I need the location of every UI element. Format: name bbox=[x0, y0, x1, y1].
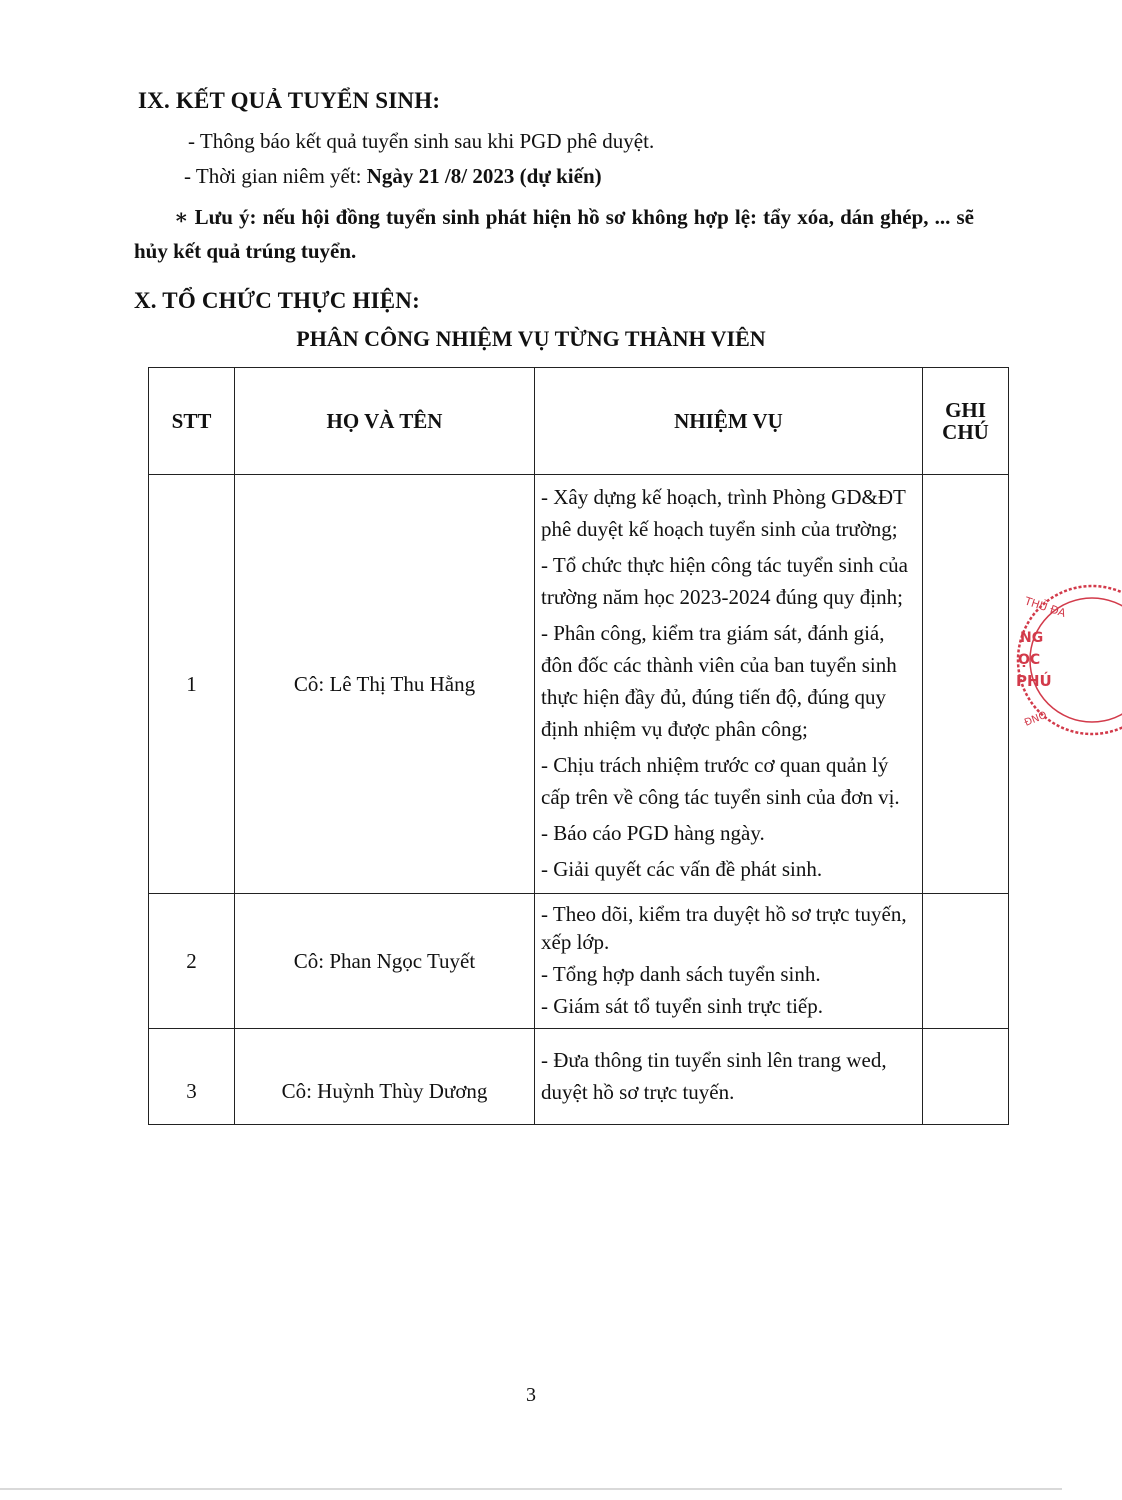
duty-item: - Tổ chức thực hiện công tác tuyển sinh của trường năm học 2023-2024 đúng quy định; bbox=[541, 553, 909, 609]
official-seal-stamp bbox=[1012, 580, 1122, 740]
header-note-line2: CHÚ bbox=[942, 420, 989, 444]
duty-item: - Báo cáo PGD hàng ngày. bbox=[541, 821, 765, 845]
header-name: HỌ VÀ TÊN bbox=[235, 368, 535, 475]
row-note bbox=[923, 894, 1009, 1029]
duty-item: - Theo dõi, kiểm tra duyệt hồ sơ trực tuyến, xếp lớp. bbox=[541, 902, 907, 954]
stamp-text: NG bbox=[1020, 630, 1044, 646]
table-title: PHÂN CÔNG NHIỆM VỤ TỪNG THÀNH VIÊN bbox=[296, 326, 766, 351]
duty-item: - Phân công, kiểm tra giám sát, đánh giá, đôn đốc các thành viên của ban tuyển sinh thực hiện đầy đủ, đúng tiến độ, đúng quy định nhiệm vụ được phân công; bbox=[541, 621, 897, 741]
row-duties bbox=[535, 475, 923, 894]
header-duty: NHIỆM VỤ bbox=[535, 368, 923, 475]
table-row bbox=[149, 894, 1009, 1029]
header-note bbox=[923, 368, 1009, 475]
table-row bbox=[149, 475, 1009, 894]
section-heading-organization: X. TỔ CHỨC THỰC HIỆN: bbox=[134, 288, 420, 313]
stamp-text: ĐNO bbox=[1023, 709, 1049, 729]
duty-item: - Tổng hợp danh sách tuyển sinh. bbox=[541, 962, 821, 986]
stamp-text: THỦ ĐA bbox=[1023, 594, 1068, 620]
stamp-text: ỌC bbox=[1018, 652, 1041, 668]
results-line-posting-time bbox=[184, 164, 602, 189]
header-stt: STT bbox=[149, 368, 235, 475]
row-stt: 3 bbox=[149, 1029, 235, 1125]
scan-edge-line bbox=[0, 1488, 1062, 1490]
duty-item: - Giám sát tổ tuyển sinh trực tiếp. bbox=[541, 994, 823, 1018]
stamp-text: PHÚ bbox=[1016, 672, 1052, 690]
duty-item: - Giải quyết các vấn đề phát sinh. bbox=[541, 857, 823, 881]
table-row bbox=[149, 1029, 1009, 1125]
row-stt: 1 bbox=[149, 475, 235, 894]
row-duties bbox=[535, 894, 923, 1029]
posting-time-label: - Thời gian niêm yết: bbox=[184, 164, 367, 188]
table-header-row bbox=[149, 368, 1009, 475]
results-note: ∗ Lưu ý: nếu hội đồng tuyển sinh phát hiện hồ sơ không hợp lệ: tẩy xóa, dán ghép, ... sẽ hủy kết quả trúng tuyển. bbox=[134, 205, 974, 263]
duty-item: - Đưa thông tin tuyển sinh lên trang wed, duyệt hồ sơ trực tuyến. bbox=[541, 1047, 887, 1104]
row-name: Cô: Huỳnh Thùy Dương bbox=[235, 1029, 535, 1125]
row-name: Cô: Phan Ngọc Tuyết bbox=[235, 894, 535, 1029]
row-stt: 2 bbox=[149, 894, 235, 1029]
header-note-line1: GHI bbox=[945, 398, 986, 422]
duty-item: - Chịu trách nhiệm trước cơ quan quản lý cấp trên về công tác tuyển sinh của đơn vị. bbox=[541, 753, 900, 809]
section-heading-results: IX. KẾT QUẢ TUYỂN SINH: bbox=[138, 88, 441, 113]
page-number: 3 bbox=[526, 1384, 536, 1406]
task-assignment-table bbox=[148, 367, 1009, 1125]
row-name: Cô: Lê Thị Thu Hằng bbox=[235, 475, 535, 894]
row-note bbox=[923, 475, 1009, 894]
row-duties bbox=[535, 1029, 923, 1125]
posting-time-value: Ngày 21 /8/ 2023 (dự kiến) bbox=[366, 164, 602, 188]
row-note bbox=[923, 1029, 1009, 1125]
duty-item: - Xây dựng kế hoạch, trình Phòng GD&ĐT phê duyệt kế hoạch tuyển sinh của trường; bbox=[541, 485, 906, 541]
results-line-announcement: - Thông báo kết quả tuyển sinh sau khi PGD phê duyệt. bbox=[188, 129, 655, 153]
